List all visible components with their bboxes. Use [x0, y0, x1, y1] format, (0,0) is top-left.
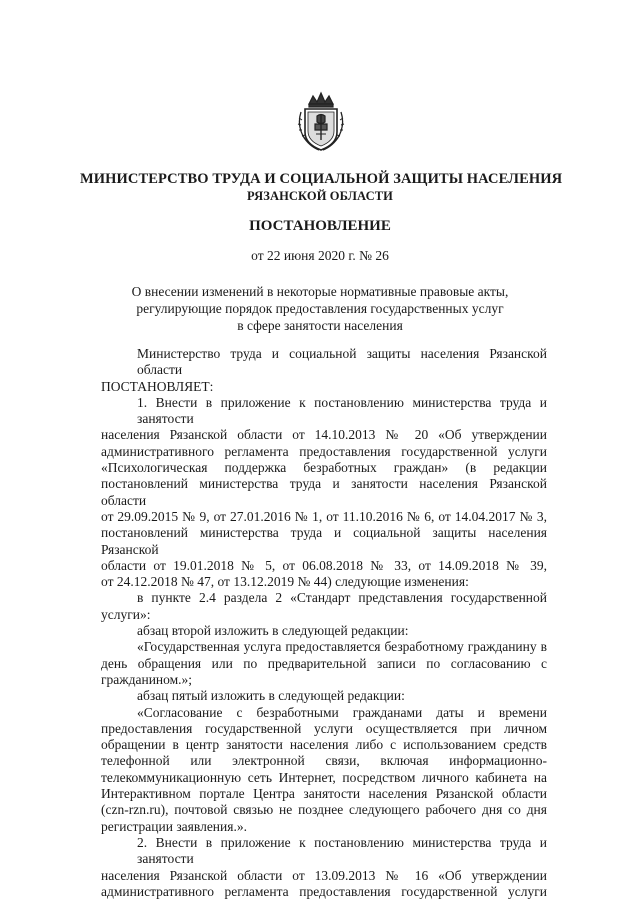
body-line: области от 19.01.2018 № 5, от 06.08.2018 № 33, от 14.09.2018 № 39, [101, 557, 547, 573]
subject-line: в сфере занятости населения [237, 318, 403, 333]
body-line: населения Рязанской области от 14.10.2013 № 20 «Об утверждении [101, 427, 547, 443]
subject-line: регулирующие порядок предоставления государственных услуг [136, 301, 504, 316]
coat-of-arms-emblem [295, 90, 347, 154]
document-date-number: от 22 июня 2020 г. № 26 [251, 248, 389, 263]
subject-line: О внесении изменений в некоторые нормативные правовые акты, [131, 284, 509, 299]
document-subject [110, 283, 530, 334]
body-line: регистрации заявления.». [101, 818, 247, 834]
body-line: ПОСТАНОВЛЯЕТ: [101, 378, 214, 394]
ministry-name-line2: РЯЗАНСКОЙ ОБЛАСТИ [247, 189, 393, 203]
body-line: день обращения или по предварительной записи по согласованию с [101, 655, 547, 671]
document-type: ПОСТАНОВЛЕНИЕ [249, 218, 391, 234]
body-line: услуги»: [101, 606, 151, 622]
body-line: предоставления государственной услуги осуществляется при личном [101, 720, 547, 736]
body-line: телефонной или электронной связи, включая информационно- [101, 753, 547, 769]
ministry-name-line1: МИНИСТЕРСТВО ТРУДА И СОЦИАЛЬНОЙ ЗАЩИТЫ НАСЕЛЕНИЯ [80, 171, 563, 187]
body-line: от 24.12.2018 № 47, от 13.12.2019 № 44) следующие изменения: [101, 574, 469, 590]
body-line: (czn-rzn.ru), почтовой связью не позднее следующего рабочего дня со дня [101, 802, 547, 818]
body-line: «Психологическая поддержка безработных граждан» (в редакции [101, 460, 547, 476]
body-line: населения Рязанской области от 13.09.2013 № 16 «Об утверждении [101, 867, 547, 883]
body-line: 1. Внести в приложение к постановлению министерства труда и занятости [137, 394, 547, 427]
document-body [101, 346, 547, 900]
body-line: абзац пятый изложить в следующей редакции: [137, 688, 405, 704]
body-line: 2. Внести в приложение к постановлению министерства труда и занятости [137, 834, 547, 867]
body-line: административного регламента предоставления государственной услуги [101, 443, 547, 459]
body-line: «Согласование с безработными гражданами даты и времени [137, 704, 547, 720]
body-line: абзац второй изложить в следующей редакции: [137, 623, 409, 639]
body-line: «Государственная услуга предоставляется безработному гражданину в [137, 639, 547, 655]
body-line: постановлений министерства труда и социальной защиты населения Рязанской [101, 525, 547, 557]
body-line: обращении в центр занятости населения либо с использованием средств [101, 737, 547, 753]
body-line: административного регламента предоставления государственной услуги [101, 883, 547, 899]
ministry-name [80, 171, 563, 205]
body-line: Интерактивном портале Центра занятости населения Рязанской области [101, 786, 547, 802]
body-line: от 29.09.2015 № 9, от 27.01.2016 № 1, от 11.10.2016 № 6, от 14.04.2017 № 3, [101, 508, 547, 524]
body-line: постановлений министерства труда и занятости населения Рязанской области [101, 476, 547, 508]
body-line: гражданином.»; [101, 671, 193, 687]
body-line: Министерство труда и социальной защиты населения Рязанской области [137, 346, 547, 378]
body-line: телекоммуникационную сеть Интернет, посредством личного кабинета на [101, 769, 547, 785]
body-line: в пункте 2.4 раздела 2 «Стандарт представления государственной [137, 590, 547, 606]
